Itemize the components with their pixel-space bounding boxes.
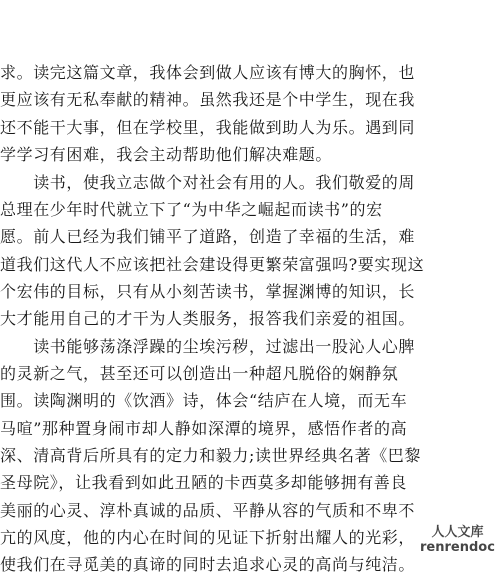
watermark-subtitle: renrendoc [420,540,495,555]
text-line: 深、清高背后所具有的定力和毅力;读世界经典名著《巴黎 [0,446,421,465]
text-line: 美丽的心灵、淳朴真诚的品质、平静从容的气质和不卑不 [0,501,416,520]
text-line: 更应该有无私奉献的精神。虽然我还是个中学生，现在我 [0,90,416,109]
text-line: 还不能干大事，但在学校里，我能做到助人为乐。遇到同 [0,118,416,137]
text-line: 围。读陶渊明的《饮酒》诗，体会“结庐在人境，而无车 [0,391,408,410]
text-line: 的灵新之气，甚至还可以创造出一种超凡脱俗的娴静氛 [0,364,399,383]
text-line: 读书能够荡涤浮躁的尘埃污秽，过滤出一股沁人心脾 [0,337,416,356]
text-line: 圣母院》，让我看到如此丑陋的卡西莫多却能够拥有善良 [0,473,408,492]
text-line: 求。读完这篇文章，我体会到做人应该有博大的胸怀，也 [0,63,416,82]
text-line: 学学习有困难，我会主动帮助他们解决难题。 [0,145,333,164]
text-line: 读书，使我立志做个对社会有用的人。我们敬爱的周 [0,173,416,192]
text-line: 道我们这代人不应该把社会建设得更繁荣富强吗?要实现这 [0,255,425,274]
text-line: 大才能用自己的才干为人类服务，报答我们亲爱的祖国。 [0,309,416,328]
text-line: 愿。前人已经为我们铺平了道路，创造了幸福的生活，难 [0,227,416,246]
watermark-title: 人人文库 [431,525,484,540]
text-line: 马喧”那种置身闹市却人静如深潭的境界，感悟作者的高 [0,419,408,438]
text-line: 亢的风度，他的内心在时间的见证下折射出耀人的光彩， [0,528,416,547]
text-line: 总理在少年时代就立下了“为中华之崛起而读书”的宏 [0,200,383,219]
watermark-logo [420,525,495,555]
text-line: 个宏伟的目标，只有从小刻苦读书，掌握渊博的知识，长 [0,282,416,301]
text-line: 使我们在寻觅美的真谛的同时去追求心灵的高尚与纯洁。 [0,555,416,574]
